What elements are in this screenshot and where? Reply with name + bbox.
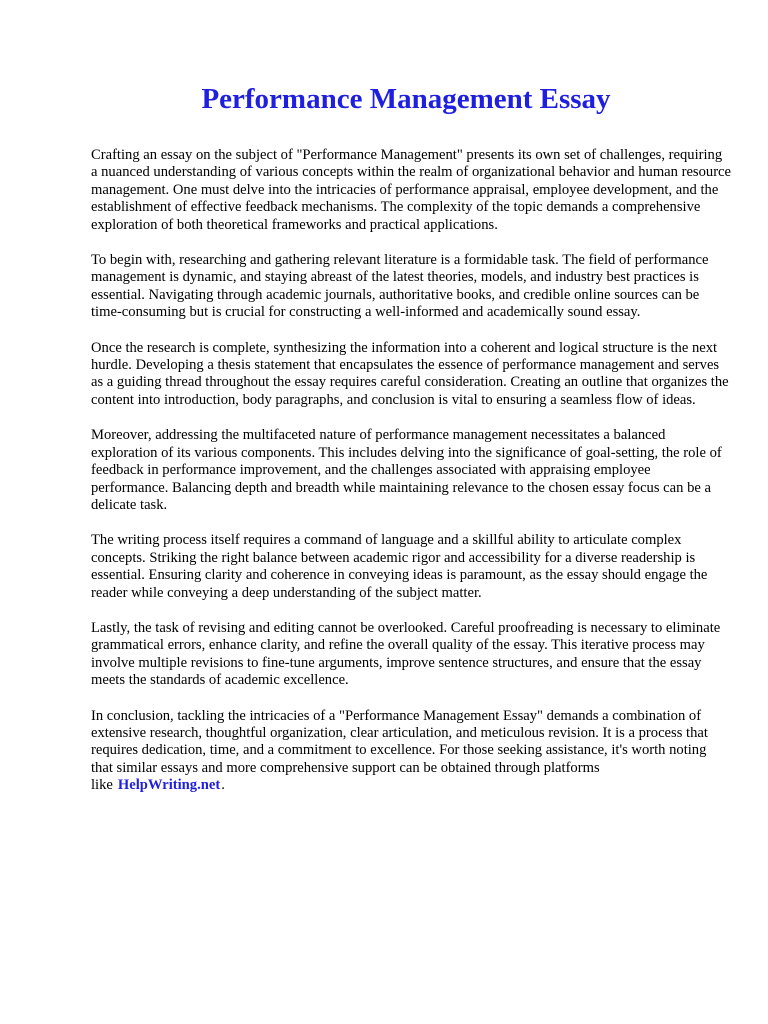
paragraph-revising: Lastly, the task of revising and editing cannot be overlooked. Careful proofreading is necessary to eliminate grammatical errors, enhance clarity, and refine the overall quality of the essay. This iterative process may involve multiple revisions to fine-tune arguments, improve sentence structures, and ensure that the essay meets the standards of academic excellence. xyxy=(91,619,721,689)
page-title: Performance Management Essay xyxy=(201,83,611,115)
paragraph-writing-process: The writing process itself requires a command of language and a skillful ability to articulate complex concepts. Striking the right balance between academic rigor and accessibility for a diverse readership is essential. Ensuring clarity and coherence in conveying ideas is paramount, as the essay should engage the reader while conveying a deep understanding of the subject matter. xyxy=(91,532,708,601)
paragraph-intro: Crafting an essay on the subject of "Performance Management" presents its own set of challenges, requiring a nuanced understanding of various concepts within the realm of organizational behavior and human resource management. One must delve into the intricacies of performance appraisal, employee development, and the establishment of effective feedback mechanisms. The complexity of the topic demands a comprehensive exploration of both theoretical frameworks and practical applications. xyxy=(91,147,732,233)
helpwriting-link[interactable]: HelpWriting.net xyxy=(117,777,221,794)
conclusion-period: . xyxy=(221,777,225,794)
paragraph-research: To begin with, researching and gathering relevant literature is a formidable task. The field of performance management is dynamic, and staying abreast of the latest theories, models, and industry best practices is essential. Navigating through academic journals, authoritative books, and credible online sources can be time-consuming but is crucial for constructing a well-informed and academically sound essay. xyxy=(91,252,709,321)
paragraph-components: Moreover, addressing the multifaceted nature of performance management necessitates a balanced exploration of its various components. This includes delving into the significance of goal-setting, the role of feedback in performance improvement, and the challenges associated with appraising employee performance. Balancing depth and breadth while maintaining relevance to the chosen essay focus can be a delicate task. xyxy=(91,427,722,513)
paragraph-structure: Once the research is complete, synthesizing the information into a coherent and logical structure is the next hurdle. Developing a thesis statement that encapsulates the essence of performance management and serves as a guiding thread throughout the essay requires careful consideration. Creating an outline that organizes the content into introduction, body paragraphs, and conclusion is vital to ensuring a seamless flow of ideas. xyxy=(91,339,729,408)
paragraph-conclusion xyxy=(91,708,731,795)
conclusion-text: In conclusion, tackling the intricacies of a "Performance Management Essay" demands a combination of extensive research, thoughtful organization, clear articulation, and meticulous revision. It is a process that requires dedication, time, and a commitment to excellence. For those seeking assistance, it's worth noting that similar essays and more comprehensive support can be obtained through platforms like xyxy=(91,707,708,794)
essay-body xyxy=(91,147,731,813)
